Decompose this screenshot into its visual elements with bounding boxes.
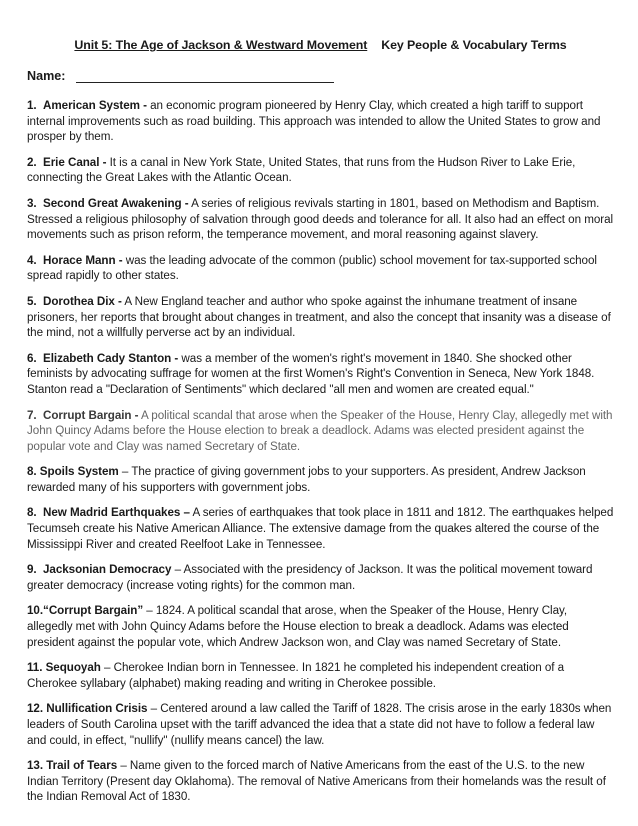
entry-term: New Madrid Earthquakes – [42,506,190,520]
name-label: Name: [27,69,66,83]
entry-definition: A political scandal that arose when the Speaker of the House, Henry Clay, allegedly met with John Quincy Adams before the House election to break a deadlock. Adams was elected president against the popular vote and Clay was named Secretary of State. [27,408,613,453]
entry-definition: A series of earthquakes that took place in 1811 and 1812. The earthquakes helped Tecumseh create his Native American Alliance. The extensive damage from the quakes altered the course of the Mississippi River and created Reelfoot Lake in Tennessee. [27,506,614,551]
vocab-entry-corrupt-bargain [27,408,614,455]
vocab-entry-new-madrid-earthquakes [27,505,614,552]
entry-definition: an economic program pioneered by Henry Clay, which created a high tariff to support internal improvements such as road building. This approach was intended to allow the United States to grow and prosper by them. [27,99,601,144]
entry-term: Jacksonian Democracy [42,563,172,577]
entry-term: Horace Mann - [42,253,123,267]
entry-term: Second Great Awakening - [42,196,189,210]
vocab-entry-sequoyah [27,660,614,691]
vocab-entry-nullification-crisis [27,701,614,748]
title-main: Unit 5: The Age of Jackson & Westward Movement [74,38,368,52]
vocab-entry-horace-mann [27,253,614,284]
entry-term: Dorothea Dix - [42,294,122,308]
entry-definition: A New England teacher and author who spoke against the inhumane treatment of insane prisoners, her reports that brought about changes in treatment, and also the concept that insanity was a disease of the mind, not a willfully perverse act by an individual. [27,294,611,340]
vocab-entry-american-system [27,98,614,145]
vocab-entry-jacksonian-democracy [27,562,614,593]
vocab-entry-spoils-system [27,464,614,495]
entry-number: 13. [27,759,44,773]
title-sub: Key People & Vocabulary Terms [381,38,567,52]
entry-number: 2. [27,155,37,169]
entry-number: 8. [27,465,37,479]
entry-definition: It is a canal in New York State, United States, that runs from the Hudson River to Lake Erie, connecting the Great Lakes with the Atlantic Ocean. [27,155,576,185]
entry-number: 12. [27,702,44,716]
entry-definition: was the leading advocate of the common (public) school movement for tax-supported school spread rapidly to other states. [27,253,597,283]
vocab-entry-second-great-awakening [27,196,614,243]
entry-number: 1. [27,99,37,112]
entry-term: Nullification Crisis [46,702,148,716]
name-field[interactable] [76,69,334,83]
entry-term: Sequoyah [45,661,101,675]
vocab-entry-corrupt-bargain-1824 [27,603,614,650]
entry-definition: – 1824. A political scandal that arose, when the Speaker of the House, Henry Clay, allegedly met with John Quincy Adams before the House election to break a deadlock. Adams was elected president against the popular vote, which Andrew Jackson won, and Clay was named Secretary of State. [27,604,569,649]
entry-number: 9. [27,563,37,577]
entry-number: 3. [27,196,37,210]
entry-number: 6. [27,351,37,365]
entry-number: 8. [27,506,37,520]
vocab-entry-erie-canal [27,155,614,186]
entry-number: 7. [27,408,37,422]
entry-number: 11. [27,661,43,675]
entry-term: Trail of Tears [46,759,118,773]
entry-term: Spoils System [39,465,119,479]
entry-definition: – Name given to the forced march of Native Americans from the east of the U.S. to the new Indian Territory (Present day Oklahoma). The removal of Native Americans from their homelands was the result of the Indian Removal Act of 1830. [27,759,606,804]
entry-definition: A series of religious revivals starting in 1801, based on Methodism and Baptism. Stressed a religious philosophy of salvation through good deeds and tolerance for all. It also had an effect on moral movements such as prison reform, the temperance movement, and moral reasoning against slavery. [27,196,614,242]
vocab-entry-elizabeth-cady-stanton [27,351,614,398]
entry-number: 5. [27,294,37,308]
entry-definition: – The practice of giving government jobs to your supporters. As president, Andrew Jackson rewarded many of his supporters with government jobs. [27,465,586,494]
entry-number: 4. [27,253,37,267]
entry-term: Corrupt Bargain - [42,408,139,422]
vocab-entry-trail-of-tears [27,758,614,805]
name-row [27,69,614,83]
entry-definition: – Associated with the presidency of Jackson. It was the political movement toward greater democracy (increase voting rights) for the common man. [27,563,593,592]
entry-number: 10. [27,604,44,618]
entry-definition: – Centered around a law called the Tariff of 1828. The crisis arose in the early 1830s when leaders of South Carolina upset with the tariff advanced the idea that a state did not have to follow a federal law and could, in effect, "nullify" (nullify means cancel) the law. [27,702,612,747]
entry-definition: – Cherokee Indian born in Tennessee. In 1821 he completed his independent creation of a Cherokee syllabary (alphabet) making reading and writing in Cherokee possible. [27,661,565,690]
entry-definition: was a member of the women's right's movement in 1840. She shocked other feminists by advocating suffrage for women at the first Women's Right's Convention in Seneca, New York 1848. Stanton read a "Declaration of Sentiments" which declared "all men and women are created equal." [27,351,595,396]
page-title [27,38,614,52]
entry-term: Elizabeth Cady Stanton - [42,351,179,365]
entry-term: Erie Canal - [42,155,107,169]
entry-term: American System - [42,99,147,112]
entry-term: “Corrupt Bargain” [43,604,144,618]
vocab-entry-dorothea-dix [27,294,614,341]
